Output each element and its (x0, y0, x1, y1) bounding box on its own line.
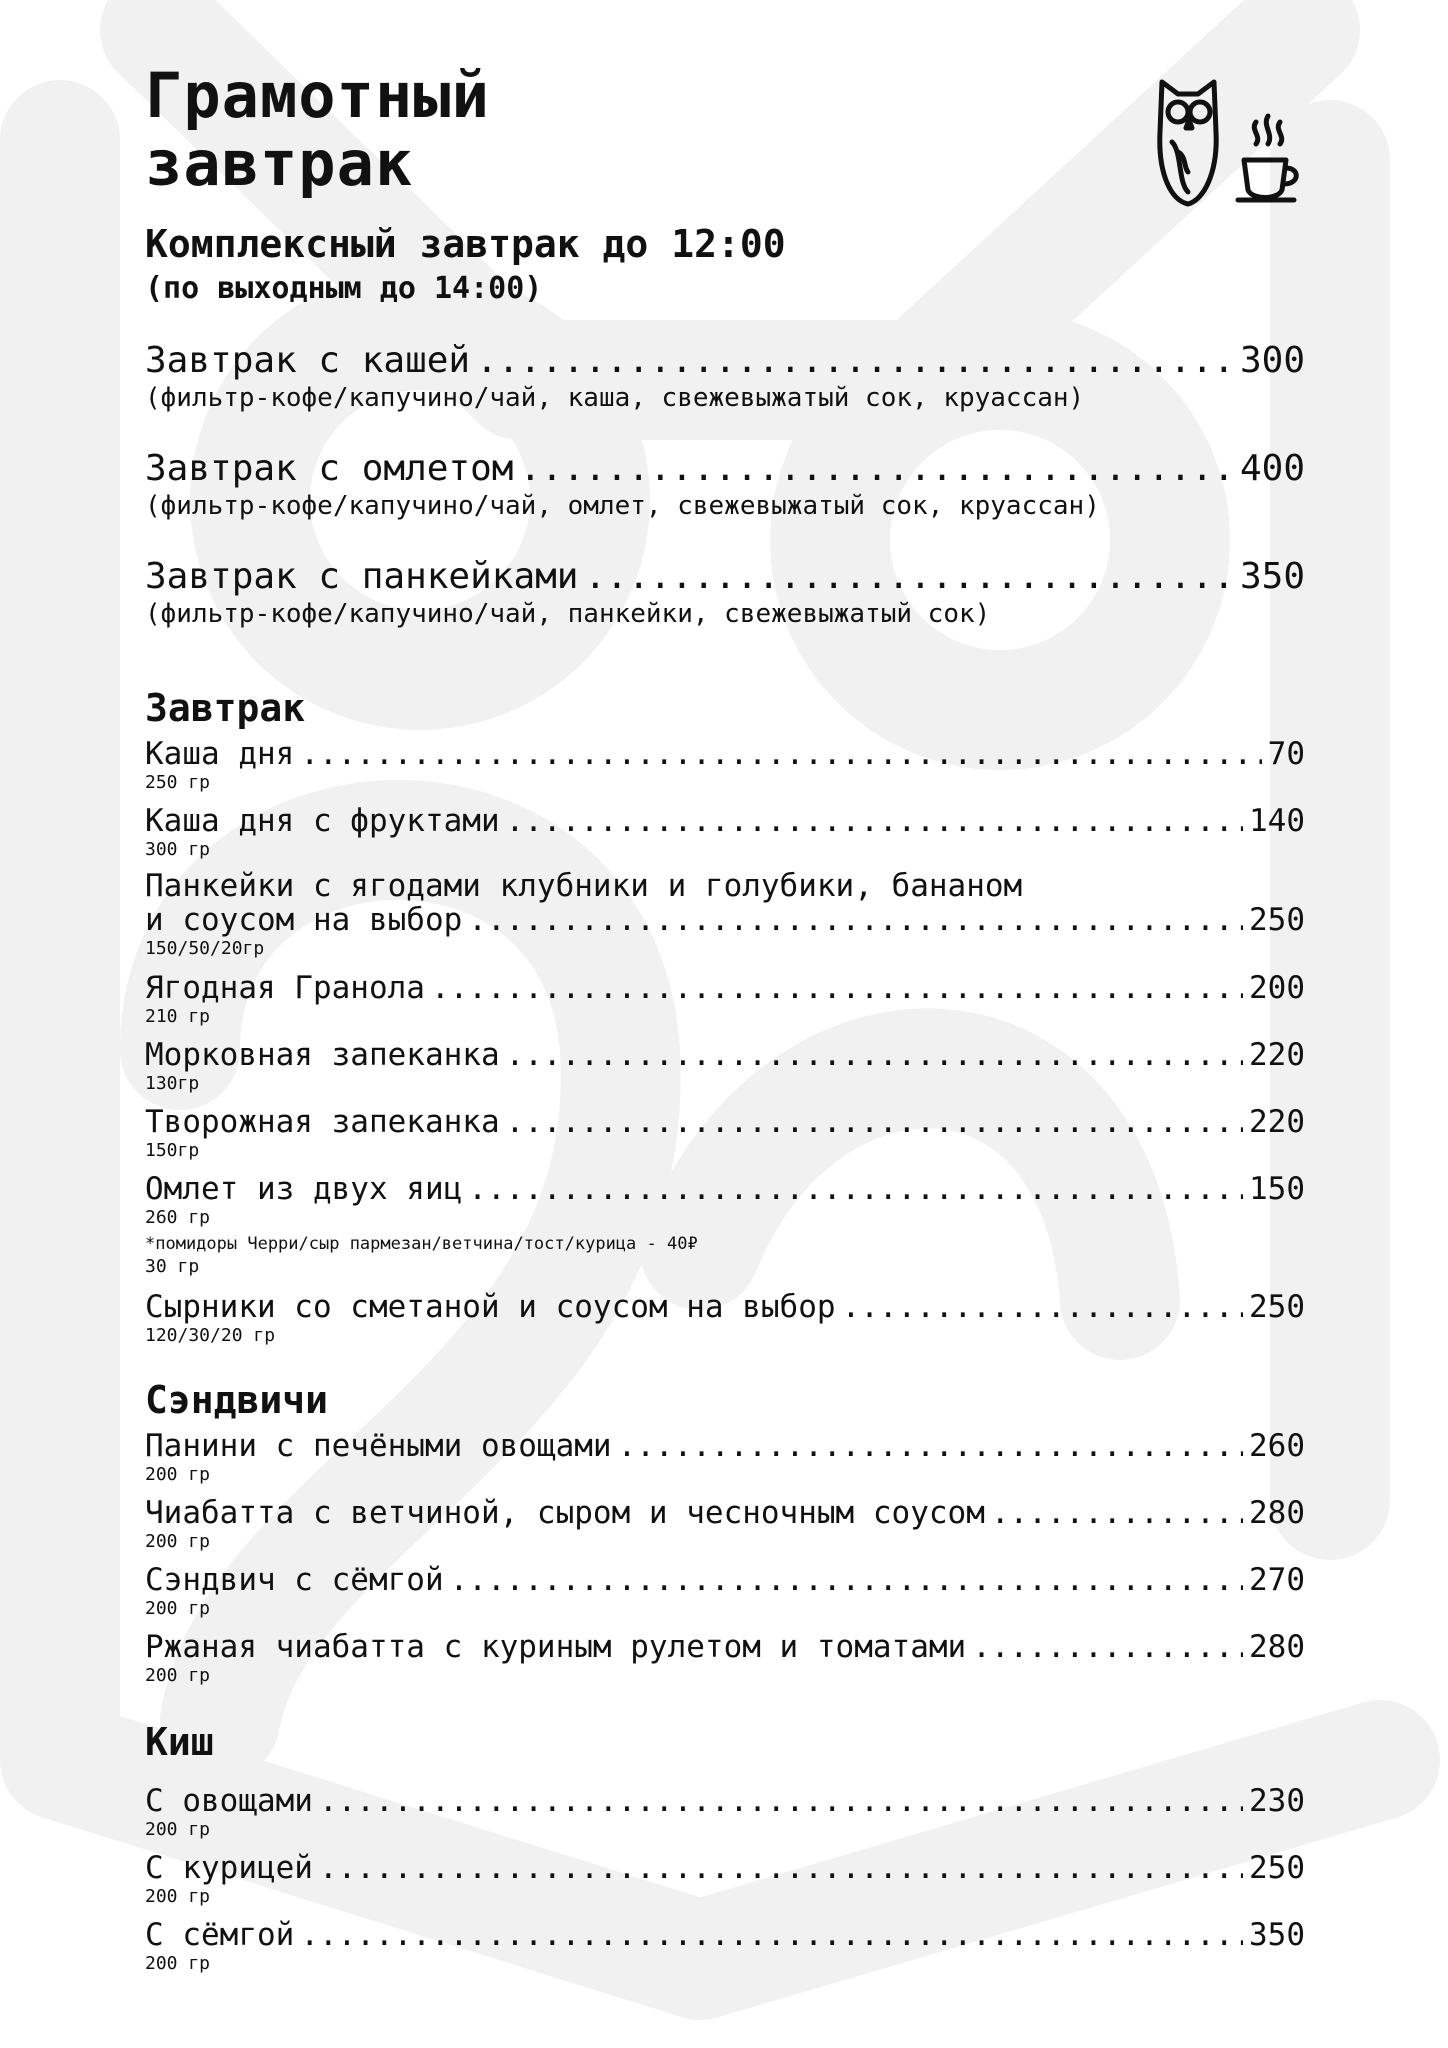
quiche-list (145, 1783, 1305, 1984)
list-item (145, 1171, 1305, 1289)
item-price: 350 (1249, 1917, 1305, 1953)
item-name: Ржаная чиабатта с куриным рулетом и томатами (145, 1629, 967, 1665)
item-weight: 250 гр (145, 772, 211, 793)
item-price: 250 (1249, 902, 1305, 938)
combo-subheading: (по выходным до 14:00) (145, 271, 543, 306)
dot-leader (319, 1850, 1243, 1886)
item-weight: 150/50/20гр (145, 938, 265, 959)
item-name: Творожная запеканка (145, 1104, 500, 1140)
item-price: 300 (1239, 340, 1305, 381)
item-price: 260 (1249, 1428, 1305, 1464)
item-description: (фильтр-кофе/капучино/чай, каша, свежевыжатый сок, круассан) (145, 383, 1085, 413)
item-price: 280 (1249, 1629, 1305, 1665)
list-item (145, 1562, 1305, 1629)
dot-leader (506, 803, 1243, 839)
item-weight: 200 гр (145, 1819, 211, 1840)
dot-leader (319, 1783, 1243, 1819)
section-heading-quiche: Киш (145, 1720, 214, 1764)
dot-leader (584, 556, 1233, 598)
combo-heading: Комплексный завтрак до 12:00 (145, 222, 786, 266)
breakfast-list (145, 736, 1305, 1356)
item-description: (фильтр-кофе/капучино/чай, панкейки, свежевыжатый сок) (145, 599, 991, 629)
dot-leader (506, 1037, 1243, 1073)
dot-leader (300, 1917, 1243, 1953)
list-item (145, 736, 1305, 803)
item-name: Завтрак с панкейками (145, 556, 579, 597)
item-price: 200 (1249, 970, 1305, 1006)
dot-leader (431, 970, 1243, 1006)
dot-leader (618, 1428, 1243, 1464)
item-price: 70 (1267, 736, 1305, 772)
item-name: Завтрак с омлетом (145, 448, 514, 489)
list-item (145, 1428, 1305, 1495)
item-weight: 200 гр (145, 1598, 211, 1619)
dot-leader (519, 448, 1234, 490)
list-item (145, 1289, 1305, 1356)
item-name: Панини с печёными овощами (145, 1428, 612, 1464)
combo-item (145, 556, 1305, 630)
dot-leader (972, 1629, 1243, 1665)
dot-leader (476, 340, 1234, 382)
item-name: Каша дня (145, 736, 295, 772)
item-name: Морковная запеканка (145, 1037, 500, 1073)
item-name: Каша дня с фруктами (145, 803, 500, 839)
item-name-line-1: Панкейки с ягодами клубники и голубики, бананом (145, 868, 1023, 904)
title-line-2: завтрак (145, 127, 414, 200)
item-description: (фильтр-кофе/капучино/чай, омлет, свежевыжатый сок, круассан) (145, 491, 1100, 521)
list-item (145, 803, 1305, 870)
item-name: Омлет из двух яиц (145, 1171, 463, 1207)
item-weight: 130гр (145, 1073, 200, 1094)
item-name: Ягодная Гранола (145, 970, 425, 1006)
list-item (145, 1917, 1305, 1984)
item-name: Чиабатта с ветчиной, сыром и чесночным соусом (145, 1495, 985, 1531)
list-item (145, 1037, 1305, 1104)
section-heading-breakfast: Завтрак (145, 686, 306, 730)
dot-leader (468, 902, 1243, 938)
item-note-weight: 30 гр (145, 1256, 200, 1277)
section-heading-sandwiches: Сэндвичи (145, 1378, 329, 1422)
sandwiches-list (145, 1428, 1305, 1696)
item-weight: 260 гр (145, 1207, 211, 1228)
page-title (145, 59, 490, 200)
item-name: и соусом на выбор (145, 902, 463, 938)
item-price: 250 (1249, 1289, 1305, 1325)
item-weight: 300 гр (145, 839, 211, 860)
list-item (145, 970, 1305, 1037)
item-weight: 200 гр (145, 1531, 211, 1552)
item-price: 220 (1249, 1104, 1305, 1140)
dot-leader (300, 736, 1261, 772)
list-item (145, 1850, 1305, 1917)
item-weight: 120/30/20 гр (145, 1325, 276, 1346)
item-name: Сырники со сметаной и соусом на выбор (145, 1289, 836, 1325)
item-weight: 200 гр (145, 1464, 211, 1485)
combo-item (145, 340, 1305, 414)
item-price: 230 (1249, 1783, 1305, 1819)
list-item (145, 1104, 1305, 1171)
dot-leader (842, 1289, 1243, 1325)
item-weight: 200 гр (145, 1886, 211, 1907)
item-name: С курицей (145, 1850, 313, 1886)
item-price: 250 (1249, 1850, 1305, 1886)
dot-leader (991, 1495, 1243, 1531)
item-note: *помидоры Черри/сыр пармезан/ветчина/тост/курица - 40₽ (145, 1234, 698, 1254)
item-price: 220 (1249, 1037, 1305, 1073)
list-item (145, 1629, 1305, 1696)
item-weight: 210 гр (145, 1006, 211, 1027)
item-price: 140 (1249, 803, 1305, 839)
item-weight: 200 гр (145, 1953, 211, 1974)
combo-item (145, 448, 1305, 522)
item-price: 400 (1239, 448, 1305, 489)
owl-with-cup-icon (1148, 72, 1308, 212)
dot-leader (468, 1171, 1243, 1207)
item-name: С овощами (145, 1783, 313, 1819)
item-weight: 200 гр (145, 1665, 211, 1686)
item-price: 270 (1249, 1562, 1305, 1598)
item-name: С сёмгой (145, 1917, 295, 1953)
dot-leader (506, 1104, 1243, 1140)
item-price: 150 (1249, 1171, 1305, 1207)
list-item (145, 870, 1305, 970)
item-weight: 150гр (145, 1140, 200, 1161)
item-name: Сэндвич с сёмгой (145, 1562, 444, 1598)
item-price: 280 (1249, 1495, 1305, 1531)
list-item (145, 1495, 1305, 1562)
title-line-1: Грамотный (145, 59, 490, 132)
dot-leader (450, 1562, 1243, 1598)
item-name: Завтрак с кашей (145, 340, 471, 381)
list-item (145, 1783, 1305, 1850)
item-price: 350 (1239, 556, 1305, 597)
